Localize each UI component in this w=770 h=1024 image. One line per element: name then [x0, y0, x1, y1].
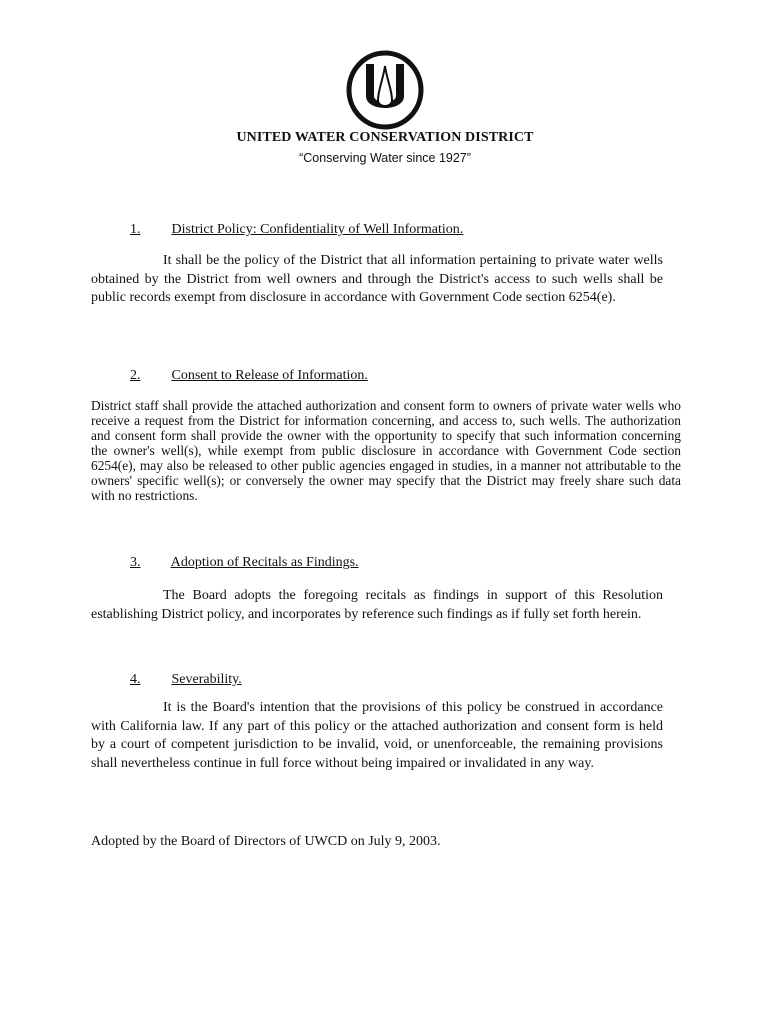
section-title: Adoption of Recitals as Findings.: [170, 555, 359, 570]
section-4-heading: [130, 672, 242, 688]
section-1-heading: [130, 222, 463, 238]
org-title: UNITED WATER CONSERVATION DISTRICT: [236, 130, 534, 145]
section-number: 2.: [130, 368, 141, 383]
section-4-body: It is the Board's intention that the provisions of this policy be construed in accordance with California law. If any part of this policy or the attached authorization and consent form is held by a court of competent jurisdiction to be invalid, void, or unenforceable, the remaining provisions shall nevertheless continue in full force without being impaired or invalidated in any way.: [91, 700, 663, 771]
uwcd-water-drop-logo-icon: [346, 50, 424, 130]
section-number: 1.: [130, 222, 141, 237]
section-title: Severability.: [171, 672, 242, 687]
section-2-body: District staff shall provide the attached authorization and consent form to owners of private water wells who receive a request from the District for information concerning, and access to, such wells. The authorization and consent form shall provide the owner with the opportunity to specify that such information concerning the owner's well(s), while exempt from public disclosure in accordance with Government Code section 6254(e), may also be released to other public agencies engaged in studies, in a manner not attributable to the owners' specific well(s); or conversely the owner may specify that the District may freely share such data with no restrictions.: [91, 398, 681, 503]
section-1-body: It shall be the policy of the District that all information pertaining to private water wells obtained by the District from well owners and through the District's access to such wells shall be public records exempt from disclosure in accordance with Government Code section 6254(e).: [91, 253, 663, 305]
section-3-heading: [130, 555, 359, 571]
section-title: Consent to Release of Information.: [171, 368, 368, 383]
section-3-body: The Board adopts the foregoing recitals as findings in support of this Resolution establishing District policy, and incorporates by reference such findings as if fully set forth herein.: [91, 588, 663, 622]
section-number: 3.: [130, 555, 141, 570]
section-2-heading: [130, 368, 368, 384]
section-title: District Policy: Confidentiality of Well Information.: [171, 222, 464, 237]
section-number: 4.: [130, 672, 141, 687]
org-motto: “Conserving Water since 1927”: [299, 151, 471, 165]
adoption-statement: Adopted by the Board of Directors of UWCD on July 9, 2003.: [91, 834, 441, 849]
